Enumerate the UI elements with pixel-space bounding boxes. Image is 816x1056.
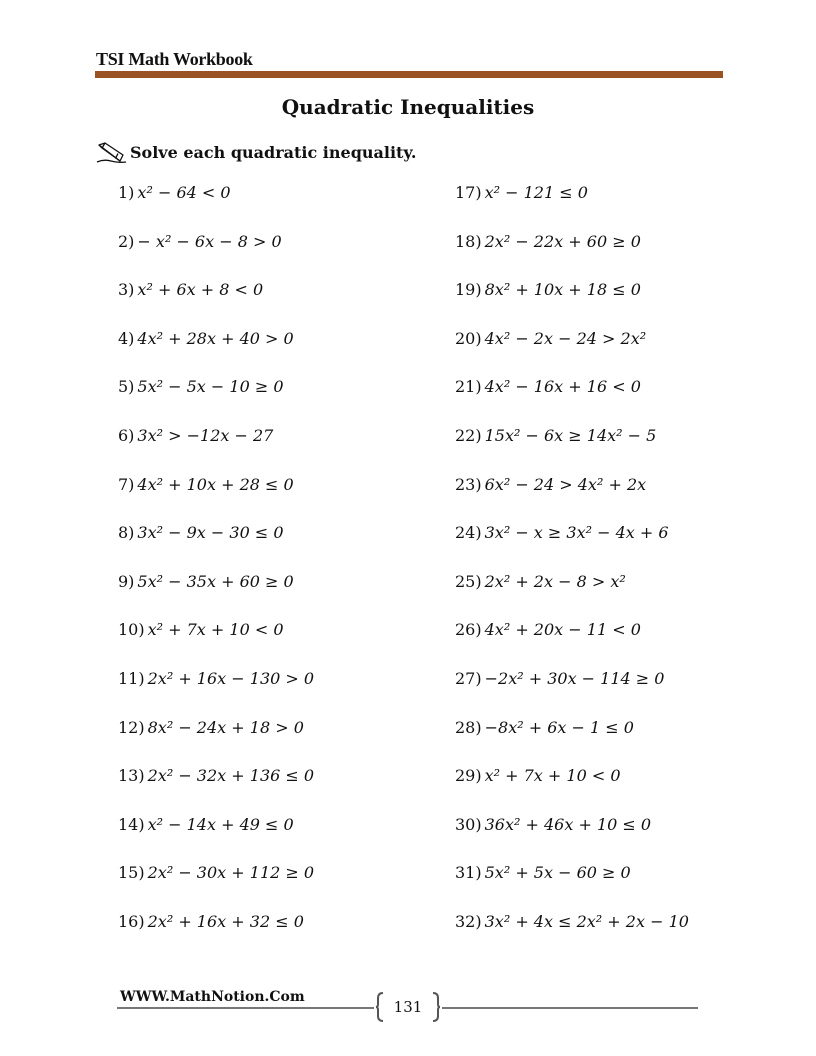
problem-number: 29) <box>455 766 482 785</box>
workbook-title: TSI Math Workbook <box>96 49 253 69</box>
problem-expression: 36x² + 46x + 10 ≤ 0 <box>484 815 652 834</box>
problem-number: 13) <box>118 766 145 785</box>
problem-number: 3) <box>118 280 135 299</box>
problem-expression: 5x² + 5x − 60 ≥ 0 <box>484 863 631 882</box>
problem-number: 9) <box>118 572 135 591</box>
problem-number: 2) <box>118 232 135 251</box>
problem-item <box>118 377 284 397</box>
problem-expression: x² + 7x + 10 < 0 <box>484 766 621 785</box>
problem-number: 30) <box>455 815 482 834</box>
problem-expression: 8x² − 24x + 18 > 0 <box>147 718 304 737</box>
problem-number: 28) <box>455 718 482 737</box>
problem-expression: 2x² + 16x + 32 ≤ 0 <box>147 912 304 931</box>
problem-item <box>118 426 273 446</box>
page-number: 131 <box>393 998 423 1016</box>
problem-item <box>118 620 284 640</box>
problem-expression: 4x² + 28x + 40 > 0 <box>137 329 294 348</box>
problem-expression: 4x² − 2x − 24 > 2x² <box>484 329 647 348</box>
problem-item <box>118 669 314 689</box>
problem-item <box>455 523 669 543</box>
problem-expression: 15x² − 6x ≥ 14x² − 5 <box>484 426 657 445</box>
problem-number: 21) <box>455 377 482 396</box>
problem-expression: 2x² + 2x − 8 > x² <box>484 572 626 591</box>
problem-item <box>455 329 646 349</box>
footer-rule-left <box>117 1007 374 1009</box>
problem-expression: x² + 7x + 10 < 0 <box>147 620 284 639</box>
problem-number: 14) <box>118 815 145 834</box>
instruction-text: Solve each quadratic inequality. <box>130 142 417 162</box>
problem-item <box>455 912 689 932</box>
problem-item <box>118 280 263 300</box>
problem-item <box>455 718 634 738</box>
problem-item <box>455 766 621 786</box>
problem-expression: −8x² + 6x − 1 ≤ 0 <box>484 718 634 737</box>
problem-expression: 2x² − 22x + 60 ≥ 0 <box>484 232 641 251</box>
problem-number: 4) <box>118 329 135 348</box>
problem-expression: − x² − 6x − 8 > 0 <box>137 232 282 251</box>
problem-number: 26) <box>455 620 482 639</box>
problem-number: 17) <box>455 183 482 202</box>
problem-number: 10) <box>118 620 145 639</box>
problem-expression: 4x² + 10x + 28 ≤ 0 <box>137 475 294 494</box>
left-brace-icon <box>375 992 385 1022</box>
problem-number: 19) <box>455 280 482 299</box>
problem-item <box>455 183 588 203</box>
problem-item <box>455 426 656 446</box>
problem-number: 25) <box>455 572 482 591</box>
problem-expression: 5x² − 35x + 60 ≥ 0 <box>137 572 294 591</box>
problem-item <box>118 475 294 495</box>
problem-number: 7) <box>118 475 135 494</box>
problem-expression: 4x² + 20x − 11 < 0 <box>484 620 641 639</box>
problem-expression: 2x² − 30x + 112 ≥ 0 <box>147 863 315 882</box>
problem-item <box>455 863 631 883</box>
problem-number: 12) <box>118 718 145 737</box>
header-rule <box>95 71 723 78</box>
problem-number: 32) <box>455 912 482 931</box>
problem-item <box>455 572 626 592</box>
problem-item <box>455 669 664 689</box>
problem-expression: x² − 121 ≤ 0 <box>484 183 588 202</box>
problem-item <box>118 183 231 203</box>
problem-item <box>455 377 641 397</box>
problem-item <box>118 232 282 252</box>
problem-item <box>118 329 294 349</box>
problem-item <box>118 523 284 543</box>
problem-expression: 3x² − 9x − 30 ≤ 0 <box>137 523 284 542</box>
problem-item <box>455 232 641 252</box>
problem-number: 18) <box>455 232 482 251</box>
problem-expression: 5x² − 5x − 10 ≥ 0 <box>137 377 284 396</box>
problem-item <box>118 766 314 786</box>
problem-expression: −2x² + 30x − 114 ≥ 0 <box>484 669 665 688</box>
problem-number: 8) <box>118 523 135 542</box>
problem-expression: 2x² + 16x − 130 > 0 <box>147 669 315 688</box>
problem-number: 16) <box>118 912 145 931</box>
problem-expression: 3x² + 4x ≤ 2x² + 2x − 10 <box>484 912 689 931</box>
problem-expression: x² − 14x + 49 ≤ 0 <box>147 815 294 834</box>
problem-item <box>118 718 304 738</box>
problem-item <box>118 863 314 883</box>
problem-number: 31) <box>455 863 482 882</box>
right-brace-icon <box>431 992 441 1022</box>
problem-expression: 3x² − x ≥ 3x² − 4x + 6 <box>484 523 669 542</box>
page-title: Quadratic Inequalities <box>281 95 535 119</box>
problem-item <box>455 620 641 640</box>
problem-item <box>455 280 641 300</box>
problem-number: 5) <box>118 377 135 396</box>
problem-item <box>118 912 304 932</box>
footer-rule-right <box>442 1007 698 1009</box>
problem-number: 22) <box>455 426 482 445</box>
problem-expression: x² − 64 < 0 <box>137 183 231 202</box>
problem-number: 27) <box>455 669 482 688</box>
footer-website: WWW.MathNotion.Com <box>120 989 305 1005</box>
problem-item <box>118 572 294 592</box>
problem-expression: 4x² − 16x + 16 < 0 <box>484 377 641 396</box>
problem-number: 23) <box>455 475 482 494</box>
pencil-icon <box>96 140 128 164</box>
instruction <box>96 140 416 164</box>
problem-expression: 6x² − 24 > 4x² + 2x <box>484 475 647 494</box>
problem-expression: x² + 6x + 8 < 0 <box>137 280 264 299</box>
problem-item <box>118 815 294 835</box>
problem-expression: 3x² > −12x − 27 <box>137 426 274 445</box>
problem-number: 6) <box>118 426 135 445</box>
problem-item <box>455 815 651 835</box>
problem-number: 24) <box>455 523 482 542</box>
problem-number: 11) <box>118 669 145 688</box>
problem-number: 20) <box>455 329 482 348</box>
problem-item <box>455 475 646 495</box>
problem-expression: 2x² − 32x + 136 ≤ 0 <box>147 766 315 785</box>
problem-expression: 8x² + 10x + 18 ≤ 0 <box>484 280 641 299</box>
problem-number: 15) <box>118 863 145 882</box>
problem-number: 1) <box>118 183 135 202</box>
